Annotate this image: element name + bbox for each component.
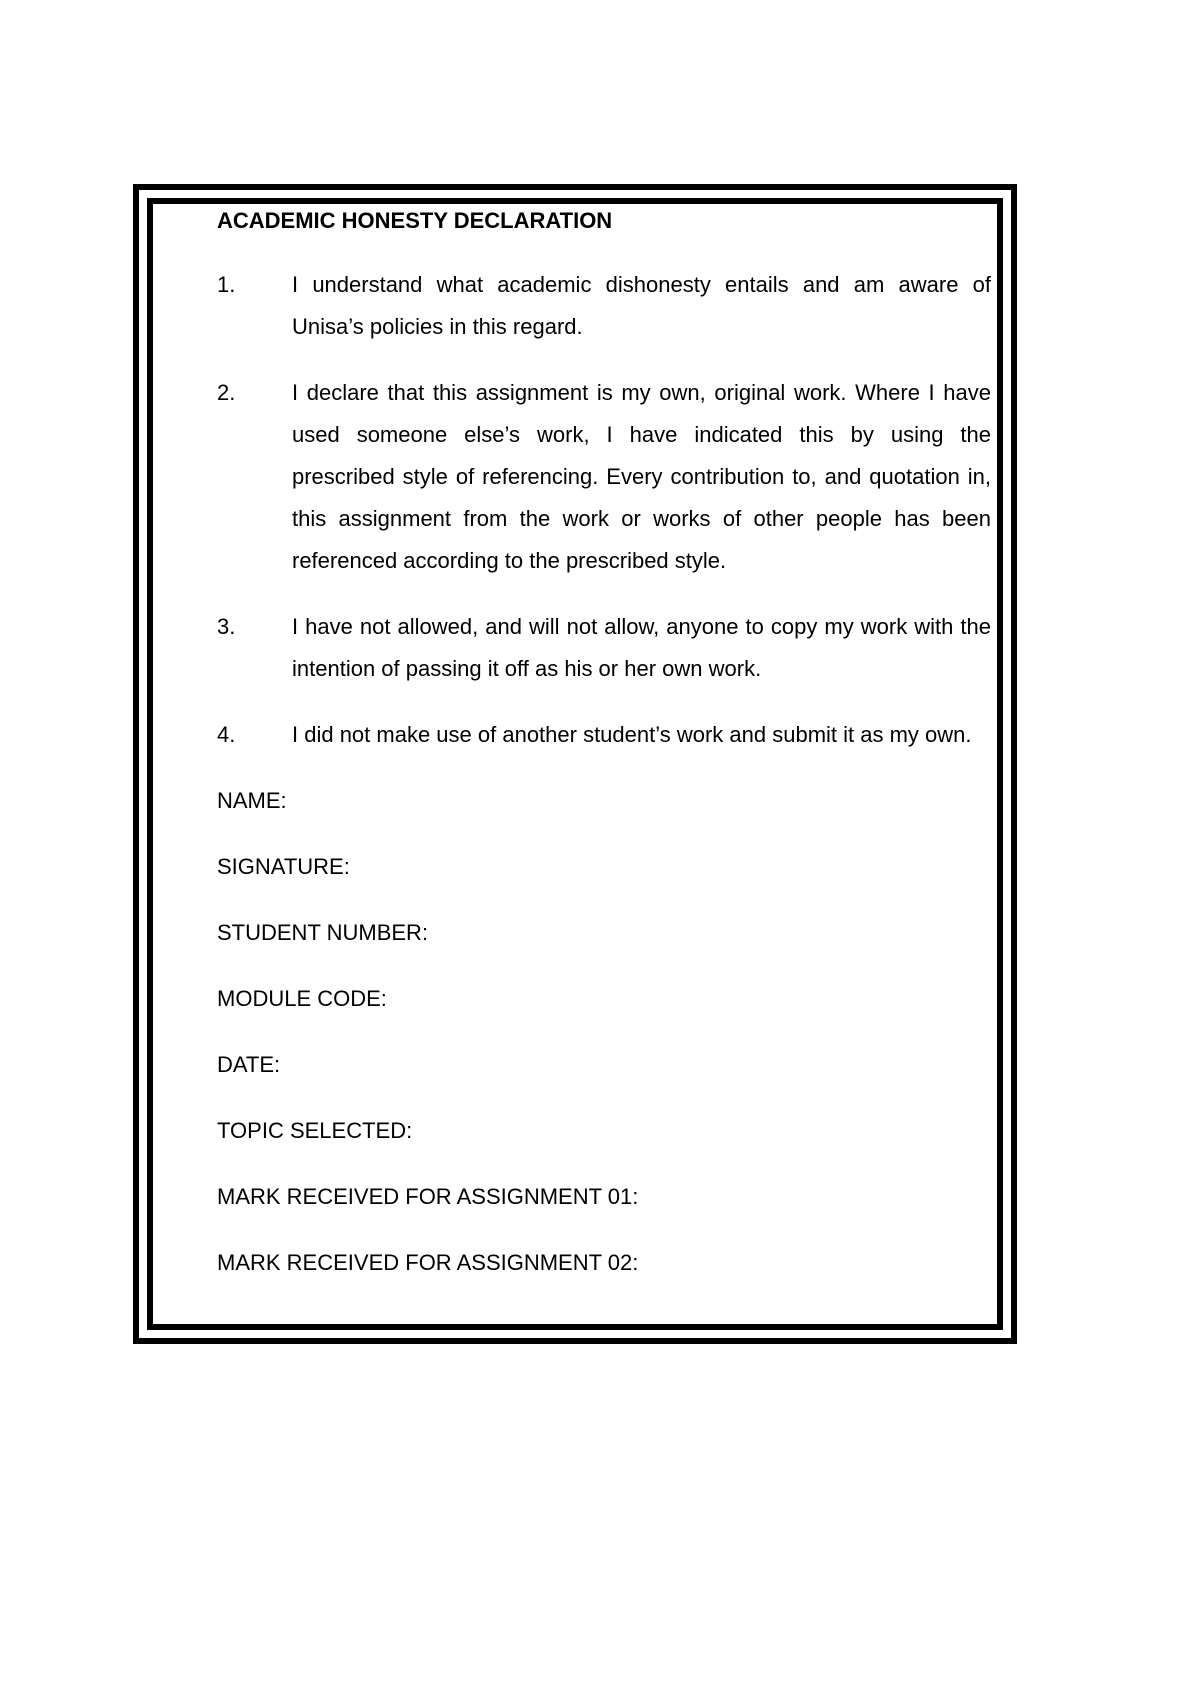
item-text: I did not make use of another student’s work and submit it as my own. [292,722,972,747]
item-number: 4. [217,722,236,747]
item-text: I understand what academic dishonesty entails and am aware of Unisa’s policies in this regard. [292,272,991,339]
field-signature: SIGNATURE: [217,854,350,879]
item-text: I have not allowed, and will not allow, anyone to copy my work with the intention of passing it off as his or her own work. [292,614,991,681]
item-text: I declare that this assignment is my own, original work. Where I have used someone else’s work, I have indicated this by using the prescribed style of referencing. Every contribution to, and quotation in, this assignment from the work or works of other people has been referenced according to the prescribed style. [292,380,991,573]
item-number: 2. [217,380,236,405]
field-mark-assignment-02: MARK RECEIVED FOR ASSIGNMENT 02: [217,1250,639,1275]
field-name: NAME: [217,788,287,813]
field-module-code: MODULE CODE: [217,986,387,1011]
declaration-title: ACADEMIC HONESTY DECLARATION [217,208,613,233]
declaration-item-1 [217,264,991,348]
declaration-item-4 [217,714,991,756]
declaration-item-2 [217,372,991,582]
item-number: 3. [217,614,236,639]
declaration-content [217,200,991,1308]
field-date: DATE: [217,1052,281,1077]
field-topic-selected: TOPIC SELECTED: [217,1118,413,1143]
declaration-item-3 [217,606,991,690]
item-number: 1. [217,272,236,297]
field-student-number: STUDENT NUMBER: [217,920,429,945]
field-mark-assignment-01: MARK RECEIVED FOR ASSIGNMENT 01: [217,1184,639,1209]
